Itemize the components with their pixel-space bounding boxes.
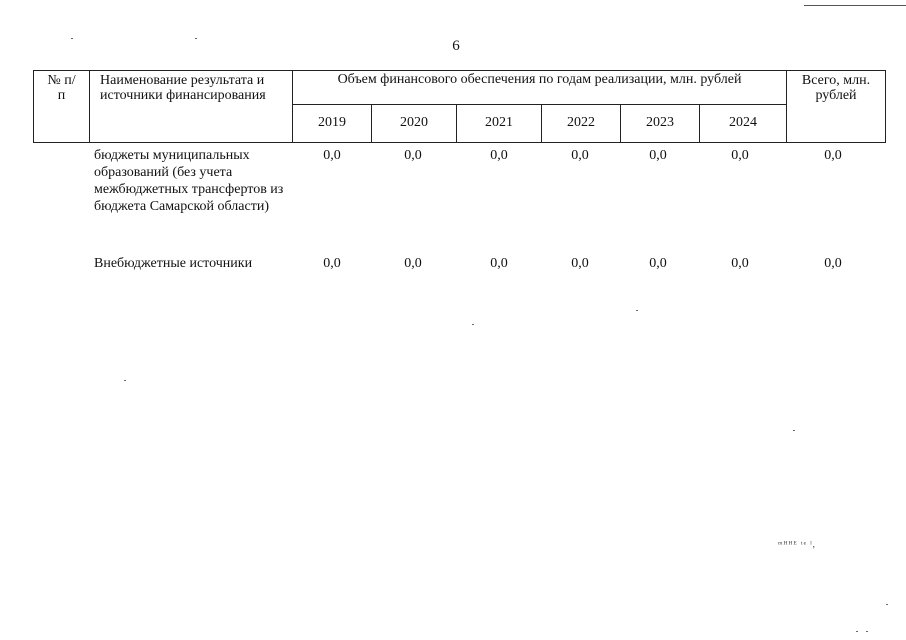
row-value: 0,0 — [649, 148, 667, 163]
header-name: Наименование результата и источники финансирования — [90, 71, 293, 143]
header-year: 2024 — [700, 105, 787, 143]
row-value: 0,0 — [649, 256, 667, 271]
row-value: 0,0 — [490, 256, 508, 271]
header-year: 2019 — [293, 105, 372, 143]
scan-speck — [636, 310, 638, 311]
header-year: 2022 — [542, 105, 621, 143]
row-value: 0,0 — [404, 148, 422, 163]
row-value: 0,0 — [323, 256, 341, 271]
scan-speck — [124, 380, 126, 381]
row-value: 0,0 — [731, 256, 749, 271]
row-value: 0,0 — [404, 256, 422, 271]
row-value: 0,0 — [571, 256, 589, 271]
header-year: 2020 — [372, 105, 457, 143]
row-total: 0,0 — [824, 256, 842, 271]
scan-speck — [472, 324, 474, 325]
funding-table-header — [33, 70, 886, 143]
row-label: Внебюджетные источники — [94, 256, 253, 271]
scan-speck — [195, 38, 197, 39]
row-value: 0,0 — [731, 148, 749, 163]
scan-speck — [866, 631, 868, 632]
row-value: 0,0 — [571, 148, 589, 163]
scan-speck — [71, 38, 73, 39]
row-total: 0,0 — [824, 148, 842, 163]
row-value: 0,0 — [323, 148, 341, 163]
header-number: № п/п — [34, 71, 90, 143]
header-years-span: Объем финансового обеспечения по годам реализации, млн. рублей — [293, 71, 787, 105]
page-number: 6 — [452, 38, 460, 54]
header-year: 2023 — [621, 105, 700, 143]
scan-speck — [856, 631, 858, 632]
row-label: бюджеты муниципальных образований (без учета межбюджетных трансфертов из бюджета Самарской области) — [94, 148, 284, 214]
scan-speck — [793, 430, 795, 431]
header-year: 2021 — [457, 105, 542, 143]
scan-edge-line — [804, 5, 906, 6]
row-value: 0,0 — [490, 148, 508, 163]
scan-stamp-mark: ᵐᴴᴴᴱ ᵗᵉ ˡ, — [778, 539, 816, 549]
scan-speck — [886, 604, 888, 605]
header-total: Всего, млн. рублей — [787, 71, 886, 143]
